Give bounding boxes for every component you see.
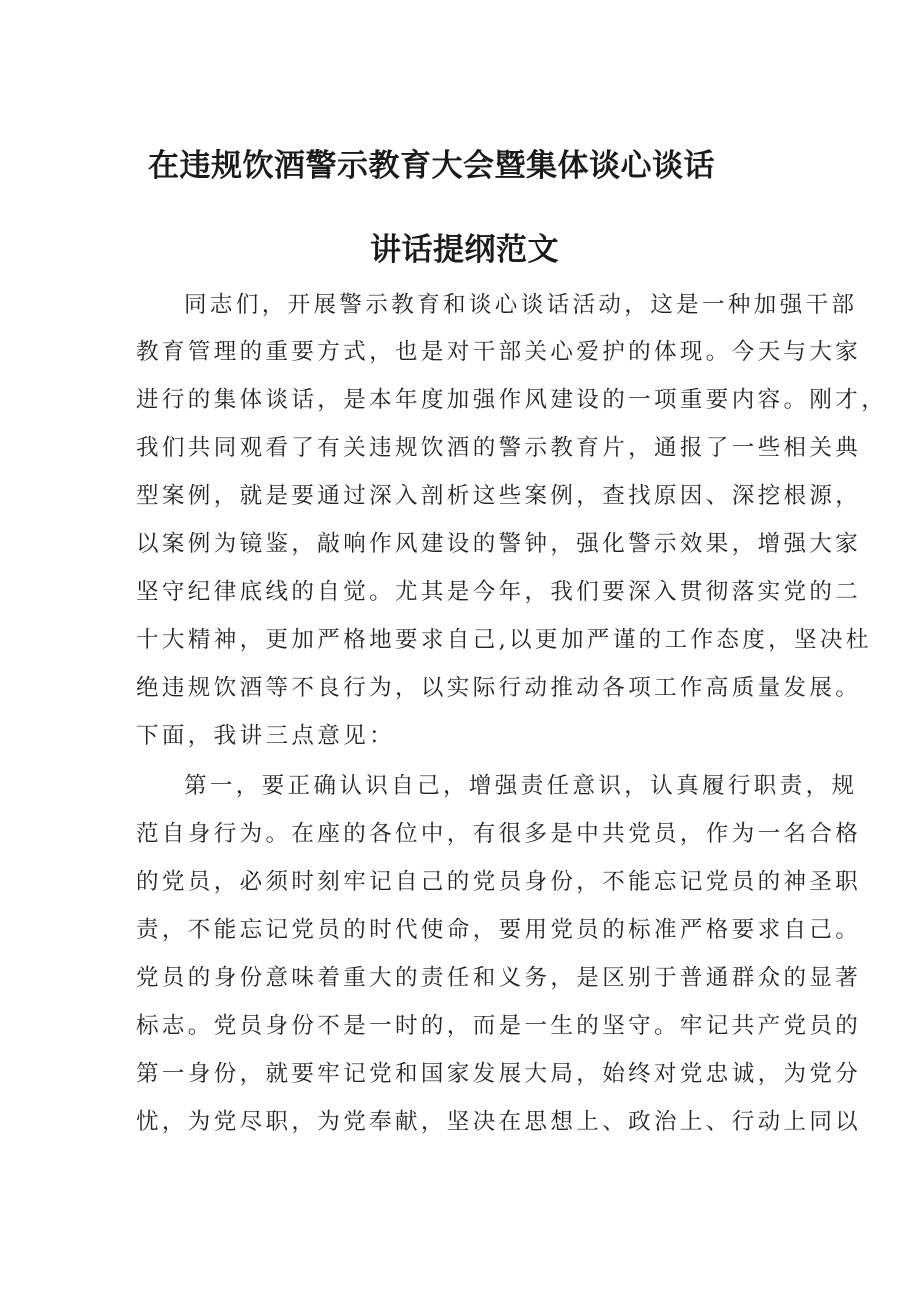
paragraph-line: 标志。党员身份不是一时的，而是一生的坚守。牢记共产党员的 [136, 1013, 862, 1039]
paragraph-line: 绝违规饮酒等不良行为，以实际行动推动各项工作高质量发展。 [136, 675, 862, 701]
paragraph-line: 第一身份，就要牢记党和国家发展大局，始终对党忠诚，为党分 [136, 1061, 862, 1087]
paragraph-line: 党员的身份意味着重大的责任和义务，是区别于普通群众的显著 [136, 965, 862, 991]
paragraph-line: 的党员，必须时刻牢记自己的党员身份，不能忘记党员的神圣职 [136, 869, 862, 895]
paragraph-line: 下面，我讲三点意见： [136, 723, 396, 749]
paragraph-line: 型案例，就是要通过深入剖析这些案例，查找原因、深挖根源， [136, 483, 862, 509]
paragraph-line: 责，不能忘记党员的时代使命，要用党员的标准严格要求自己。 [136, 917, 862, 943]
paragraph-line: 范自身行为。在座的各位中，有很多是中共党员，作为一名合格 [136, 821, 862, 847]
paragraph-line: 坚守纪律底线的自觉。尤其是今年，我们要深入贯彻落实党的二 [136, 579, 862, 605]
document-title-line-1: 在违规饮酒警示教育大会暨集体谈心谈话 [148, 148, 715, 184]
paragraph-line: 进行的集体谈话，是本年度加强作风建设的一项重要内容。刚才， [136, 387, 888, 413]
paragraph-line: 忧，为党尽职，为党奉献，坚决在思想上、政治上、行动上同以 [136, 1109, 862, 1135]
paragraph-line: 我们共同观看了有关违规饮酒的警示教育片，通报了一些相关典 [136, 435, 862, 461]
paragraph-line: 第一，要正确认识自己，增强责任意识，认真履行职责，规 [184, 773, 858, 799]
paragraph-line: 以案例为镜鉴，敲响作风建设的警钟，强化警示效果，增强大家 [136, 531, 862, 557]
paragraph-line: 同志们，开展警示教育和谈心谈话活动，这是一种加强干部 [184, 292, 858, 318]
paragraph-line: 十大精神，更加严格地要求自己,以更加严谨的工作态度，坚决杜 [136, 627, 872, 653]
document-title-line-2: 讲话提纲范文 [370, 232, 559, 268]
paragraph-line: 教育管理的重要方式，也是对干部关心爱护的体现。今天与大家 [136, 339, 862, 365]
